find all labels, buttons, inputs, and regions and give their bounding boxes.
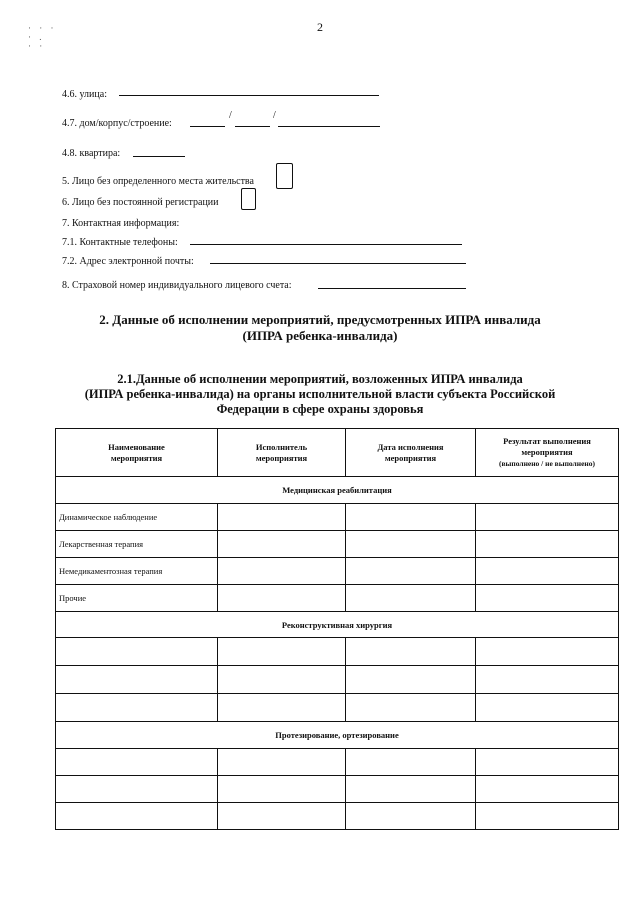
executor-cell[interactable] — [218, 694, 346, 722]
measure-name: Динамическое наблюдение — [56, 504, 218, 531]
measures-table — [55, 428, 619, 830]
section-title-medical: Медицинская реабилитация — [56, 477, 619, 504]
result-cell[interactable] — [476, 749, 619, 776]
result-cell[interactable] — [476, 776, 619, 803]
page-number: 2 — [317, 20, 323, 34]
date-cell[interactable] — [346, 776, 476, 803]
date-cell[interactable] — [346, 666, 476, 694]
table-row — [56, 776, 619, 803]
section-row — [56, 477, 619, 504]
section-row — [56, 612, 619, 638]
measure-name[interactable] — [56, 749, 218, 776]
executor-cell[interactable] — [218, 803, 346, 830]
section21-title-line1: 2.1.Данные об исполнении мероприятий, возложенных ИПРА инвалида — [117, 372, 523, 386]
table-header-row — [56, 429, 619, 477]
measure-name[interactable] — [56, 694, 218, 722]
section-title-prosthetics: Протезирование, ортезирование — [56, 722, 619, 749]
email-label: 7.2. Адрес электронной почты: — [62, 256, 194, 267]
street-field[interactable] — [119, 95, 379, 96]
section21-title-line3: Федерации в сфере охраны здоровья — [216, 402, 424, 416]
measure-name: Прочие — [56, 585, 218, 612]
date-cell[interactable] — [346, 749, 476, 776]
no-registration-label: 6. Лицо без постоянной регистрации — [62, 197, 219, 208]
apartment-field[interactable] — [133, 156, 185, 157]
section-row — [56, 722, 619, 749]
measure-name: Лекарственная терапия — [56, 531, 218, 558]
no-registration-checkbox[interactable] — [241, 188, 256, 210]
executor-cell[interactable] — [218, 585, 346, 612]
header-name: Наименование мероприятия — [56, 429, 218, 477]
section2-title-line1: 2. Данные об исполнении мероприятий, предусмотренных ИПРА инвалида — [99, 312, 541, 327]
table-row — [56, 803, 619, 830]
executor-cell[interactable] — [218, 504, 346, 531]
no-residence-checkbox[interactable] — [276, 163, 293, 189]
email-field[interactable] — [210, 263, 466, 264]
section2-title-line2: (ИПРА ребенка-инвалида) — [242, 328, 398, 343]
result-cell[interactable] — [476, 638, 619, 666]
table-row — [56, 585, 619, 612]
street-label: 4.6. улица: — [62, 89, 107, 100]
apartment-label: 4.8. квартира: — [62, 148, 121, 159]
measure-name[interactable] — [56, 776, 218, 803]
executor-cell[interactable] — [218, 558, 346, 585]
date-cell[interactable] — [346, 803, 476, 830]
date-cell[interactable] — [346, 531, 476, 558]
table-row — [56, 666, 619, 694]
house-separator-2: / — [273, 110, 276, 121]
result-cell[interactable] — [476, 694, 619, 722]
executor-cell[interactable] — [218, 666, 346, 694]
executor-cell[interactable] — [218, 776, 346, 803]
executor-cell[interactable] — [218, 749, 346, 776]
result-cell[interactable] — [476, 585, 619, 612]
structure-field[interactable] — [278, 126, 380, 127]
insurance-field[interactable] — [318, 288, 466, 289]
house-separator-1: / — [229, 110, 232, 121]
measure-name[interactable] — [56, 803, 218, 830]
table-row — [56, 558, 619, 585]
header-executor: Исполнитель мероприятия — [218, 429, 346, 477]
header-result: Результат выполнения мероприятия (выполнено / не выполнено) — [476, 429, 619, 477]
executor-cell[interactable] — [218, 531, 346, 558]
table-row — [56, 504, 619, 531]
measure-name: Немедикаментозная терапия — [56, 558, 218, 585]
house-field[interactable] — [190, 126, 225, 127]
section-title-surgery: Реконструктивная хирургия — [56, 612, 619, 638]
measure-name[interactable] — [56, 638, 218, 666]
table-row — [56, 694, 619, 722]
header-date: Дата исполнения мероприятия — [346, 429, 476, 477]
date-cell[interactable] — [346, 504, 476, 531]
measure-name[interactable] — [56, 666, 218, 694]
table-row — [56, 638, 619, 666]
building-field[interactable] — [235, 126, 270, 127]
result-cell[interactable] — [476, 666, 619, 694]
date-cell[interactable] — [346, 558, 476, 585]
scan-specks: · · · · . · · — [28, 23, 57, 51]
table-row — [56, 531, 619, 558]
result-cell[interactable] — [476, 558, 619, 585]
result-cell[interactable] — [476, 504, 619, 531]
date-cell[interactable] — [346, 585, 476, 612]
result-cell[interactable] — [476, 803, 619, 830]
phones-label: 7.1. Контактные телефоны: — [62, 237, 178, 248]
date-cell[interactable] — [346, 694, 476, 722]
house-label: 4.7. дом/корпус/строение: — [62, 118, 172, 129]
result-cell[interactable] — [476, 531, 619, 558]
date-cell[interactable] — [346, 638, 476, 666]
phones-field[interactable] — [190, 244, 462, 245]
table-row — [56, 749, 619, 776]
executor-cell[interactable] — [218, 638, 346, 666]
section21-title-line2: (ИПРА ребенка-инвалида) на органы исполнительной власти субъекта Российской — [84, 387, 556, 401]
insurance-label: 8. Страховой номер индивидуального лицевого счета: — [62, 280, 292, 291]
no-residence-label: 5. Лицо без определенного места жительства — [62, 176, 254, 187]
contacts-heading: 7. Контактная информация: — [62, 218, 180, 229]
